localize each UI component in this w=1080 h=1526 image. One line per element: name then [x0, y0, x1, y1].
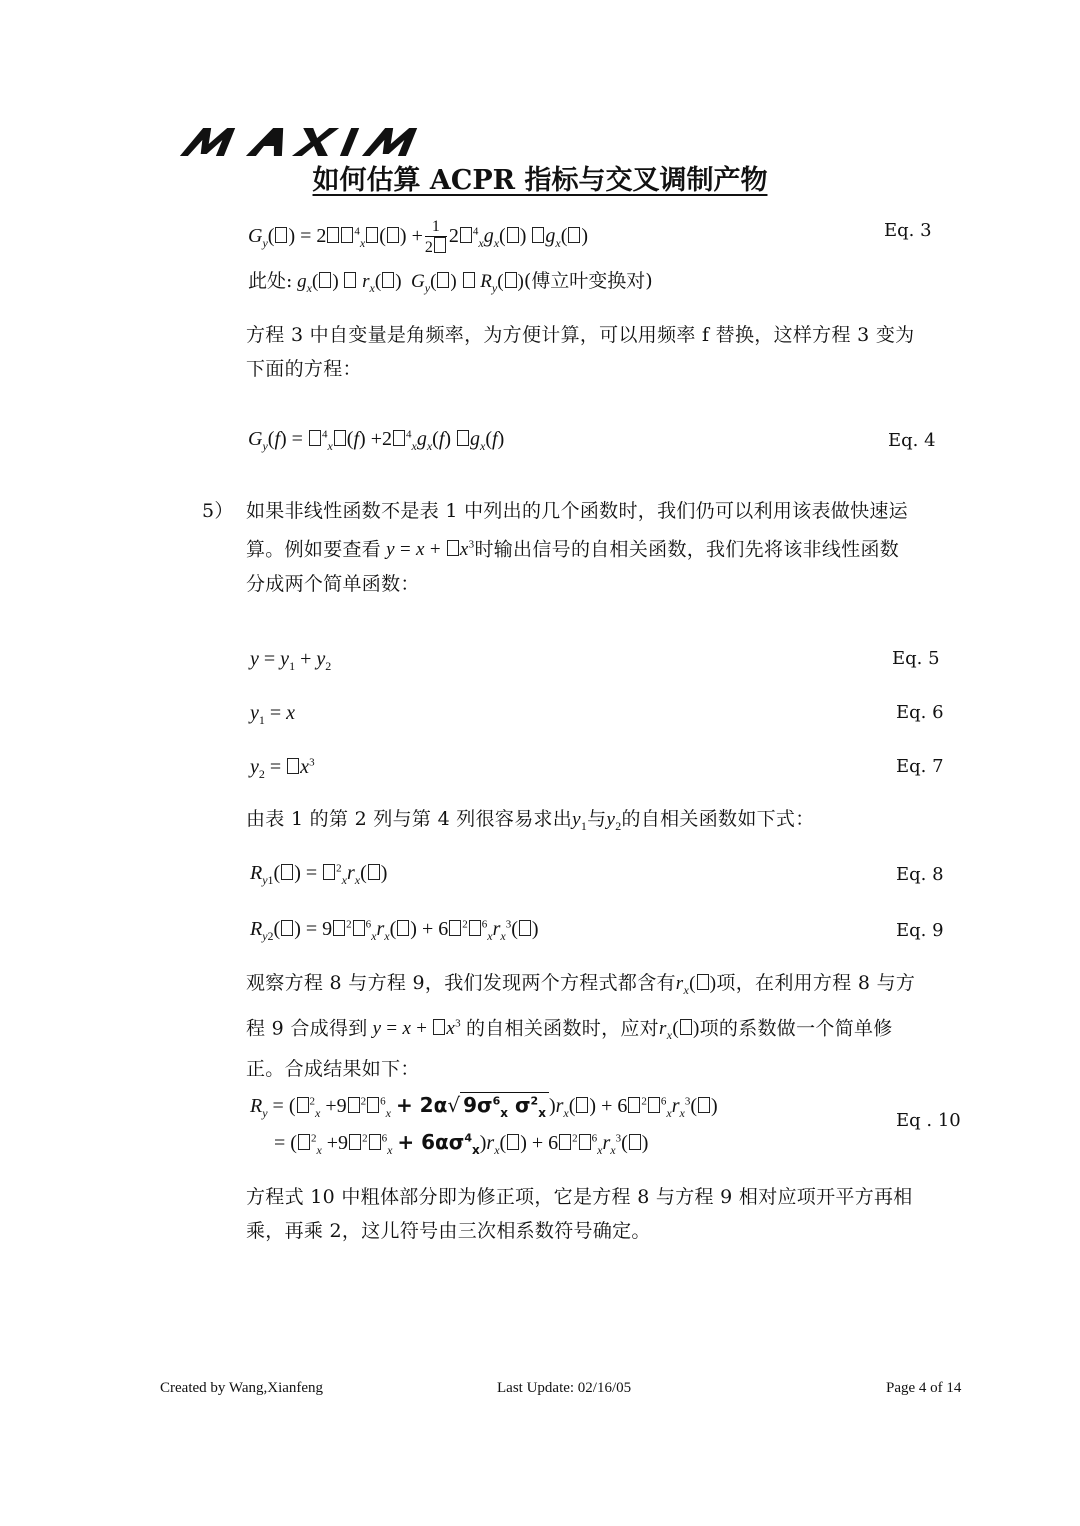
- item-5-line-3: 分成两个简单函数：: [246, 573, 420, 596]
- paragraph-1: [246, 318, 970, 386]
- eq-label-7: Eq. 7: [896, 756, 944, 777]
- footer-last-update: Last Update: 02/16/05: [497, 1380, 632, 1396]
- equation-6: $y_1 = x$: [250, 702, 296, 727]
- footer-created-by: Created by Wang,Xianfeng: [160, 1380, 324, 1396]
- item-5-number: 5）: [202, 500, 234, 522]
- equation-5: $y = y_1 + y_2$: [250, 648, 332, 673]
- eq-label-3: Eq. 3: [884, 220, 932, 241]
- equation-8: $R_{y1}$( ) = $^2_xr_x$( ): [250, 862, 388, 887]
- page-title: 如何估算 ACPR 指标与交叉调制产物: [312, 165, 768, 196]
- eq-label-6: Eq. 6: [896, 702, 944, 723]
- paragraph-3-line-3: 正。合成结果如下：: [246, 1057, 420, 1080]
- equation-7: $y_2 = x^3$: [250, 756, 315, 781]
- eq-label-5: Eq. 5: [892, 648, 940, 669]
- paragraph-1-line-2: 下面的方程：: [246, 358, 362, 380]
- item-5-line-1: 如果非线性函数不是表 1 中列出的几个函数时，我们仍可以利用该表做快速运: [246, 500, 908, 522]
- paragraph-4-line-1: 方程式 10 中粗体部分即为修正项，它是方程 8 与方程 9 相对应项开平方再相: [246, 1186, 913, 1208]
- paragraph-2: 由表 1 的第 2 列与第 4 列很容易求出$y_1$与$y_2$的自相关函数如下式：: [246, 808, 815, 833]
- paragraph-3-line-1: 观察方程 8 与方程 9，我们发现两个方程式都含有$r_x$( )项，在利用方程 8 与方: [246, 972, 916, 997]
- equation-4: $G_y(f) = ^4_x$ (f) +2 $^4_xg_x(f)$ $g_x(f)$: [248, 428, 505, 453]
- paragraph-1-line-1: 方程 3 中自变量是角频率，为方便计算，可以用频率 f 替换，这样方程 3 变为: [246, 324, 915, 346]
- paragraph-4: [246, 1180, 970, 1248]
- maxim-logo-graphic: [176, 126, 452, 158]
- footer-page-number: Page 4 of 14: [886, 1380, 962, 1396]
- equation-10-line-1: $R_y$ = ( $^2_x$ +9 $^2$ $^6_x$ + 2α√ $9\sigma^6_x$ $\sigma^2_x$ )$r_x$( ) + 6 $^2$ $^6_xr_x^3$( ): [250, 1093, 718, 1120]
- item-5-text: [246, 494, 970, 601]
- equation-10-line-2: = ( $^2_x$ +9 $^2$ $^6_x + 6\alpha\sigma^4_x)r_x$( ) + 6 $^2$ $^6_xr_x^3$( ): [274, 1130, 649, 1157]
- paragraph-3-line-2: 程 9 合成得到 $y = x + x^3$ 的自相关函数时，应对$r_x$( )项的系数做一个简单修: [246, 1017, 893, 1042]
- eq-label-9: Eq. 9: [896, 920, 944, 941]
- paragraph-4-line-2: 乘，再乘 2，这儿符号由三次相系数符号确定。: [246, 1220, 651, 1242]
- equation-9: $R_{y2}$( ) = 9 $^2$ $^6_xr_x$( ) + 6 $^2$ $^6_xr_x^3$( ): [250, 918, 539, 943]
- equation-3: $G_y$( ) = 2 $^4_x$ ( ) + $\frac{1}{2}$ 2 $^4_xg_x$( ) $g_x$( ): [248, 218, 589, 256]
- item-5-line-2: 算。例如要查看 $y = x + x^3$时输出信号的自相关函数，我们先将该非线性函数: [246, 538, 900, 561]
- paragraph-3: [246, 966, 970, 1086]
- eq-label-4: Eq. 4: [888, 430, 936, 451]
- maxim-logo: [176, 126, 452, 162]
- fourier-pair-note: 此处: $g_x$( ) $r_x$( ) $G_y$( ) $R_y$( )(傅立叶变换对): [248, 270, 653, 295]
- eq-label-10: Eq . 10: [896, 1110, 961, 1131]
- eq-label-8: Eq. 8: [896, 864, 944, 885]
